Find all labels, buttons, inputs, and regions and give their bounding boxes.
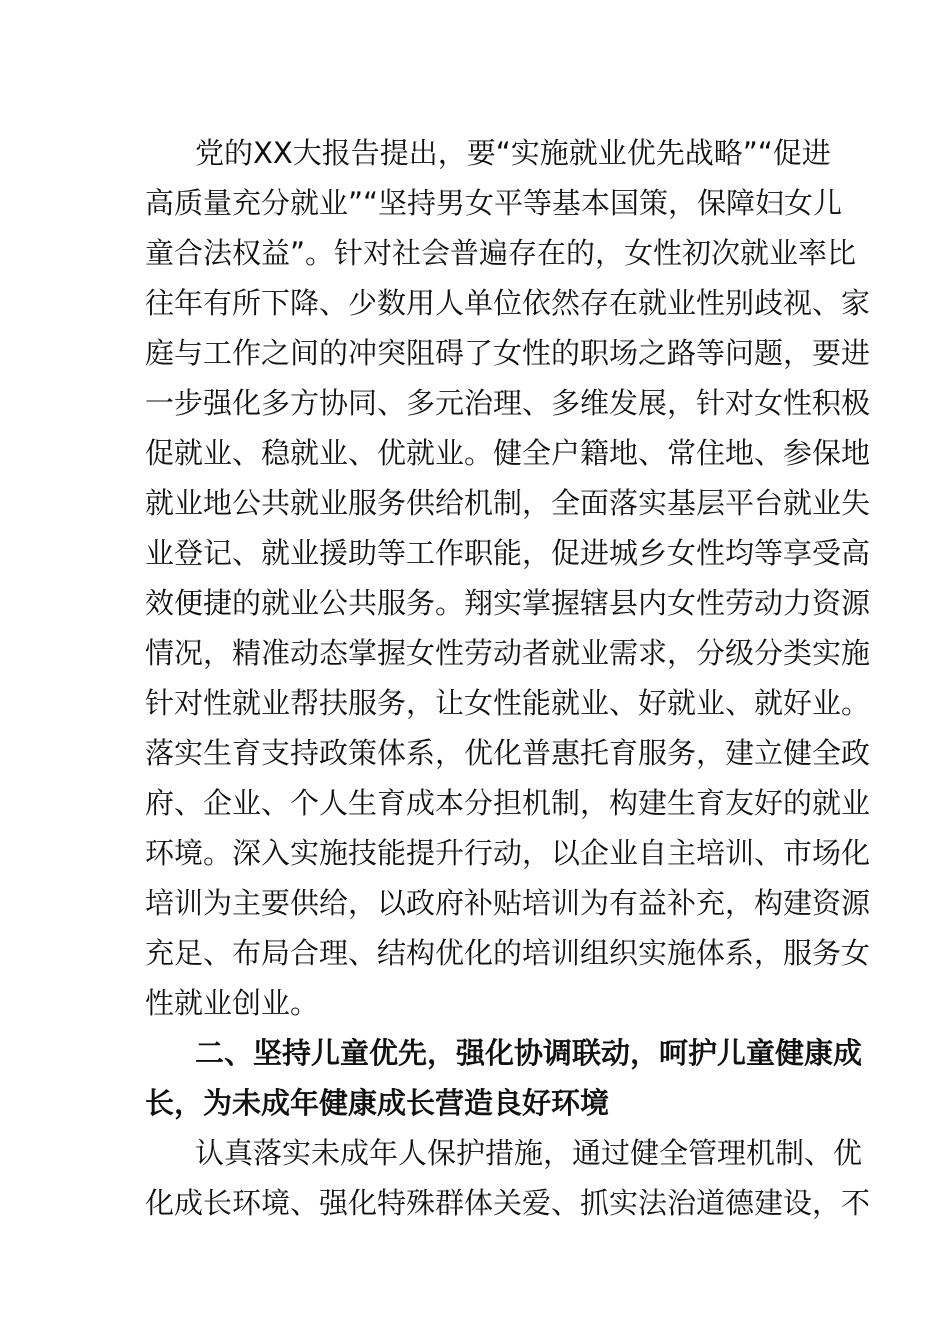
paragraph-line: 府、企业、个人生育成本分担机制，构建生育友好的就业 xyxy=(145,786,871,820)
paragraph-line: 培训为主要供给，以政府补贴培训为有益补充，构建资源 xyxy=(145,886,871,920)
paragraph-line: 落实生育支持政策体系，优化普惠托育服务，建立健全政 xyxy=(145,736,871,770)
paragraph-line: 认真落实未成年人保护措施，通过健全管理机制、优 xyxy=(195,1136,863,1170)
paragraph-line: 庭与工作之间的冲突阻碍了女性的职场之路等问题，要进 xyxy=(145,336,871,370)
paragraph-line: 童合法权益”。针对社会普遍存在的，女性初次就业率比 xyxy=(145,236,857,270)
paragraph-line: 性就业创业。 xyxy=(145,986,320,1020)
paragraph-line: 针对性就业帮扶服务，让女性能就业、好就业、就好业。 xyxy=(145,686,871,720)
paragraph-line: 往年有所下降、少数用人单位依然存在就业性别歧视、家 xyxy=(145,286,871,320)
paragraph-line: 环境。深入实施技能提升行动，以企业自主培训、市场化 xyxy=(145,836,871,870)
section-heading: 二、坚持儿童优先，强化协调联动，呵护儿童健康成 xyxy=(195,1036,863,1070)
paragraph-line: 效便捷的就业公共服务。翔实掌握辖县内女性劳动力资源 xyxy=(145,586,871,620)
paragraph-line: 促就业、稳就业、优就业。健全户籍地、常住地、参保地 xyxy=(145,436,871,470)
paragraph-line: 党的XX大报告提出，要“实施就业优先战略”“促进 xyxy=(195,136,831,170)
paragraph-line: 充足、布局合理、结构优化的培训组织实施体系，服务女 xyxy=(145,936,871,970)
paragraph-line: 就业地公共就业服务供给机制，全面落实基层平台就业失 xyxy=(145,486,871,520)
paragraph-line: 情况，精准动态掌握女性劳动者就业需求，分级分类实施 xyxy=(145,636,871,670)
section-heading: 长，为未成年健康成长营造良好环境 xyxy=(145,1086,610,1120)
paragraph-line: 一步强化多方协同、多元治理、多维发展，针对女性积极 xyxy=(145,386,871,420)
paragraph-line: 高质量充分就业”“坚持男女平等基本国策，保障妇女儿 xyxy=(145,186,843,220)
paragraph-line: 化成长环境、强化特殊群体关爱、抓实法治道德建设，不 xyxy=(145,1186,871,1220)
paragraph-line: 业登记、就业援助等工作职能，促进城乡女性均等享受高 xyxy=(145,536,871,570)
